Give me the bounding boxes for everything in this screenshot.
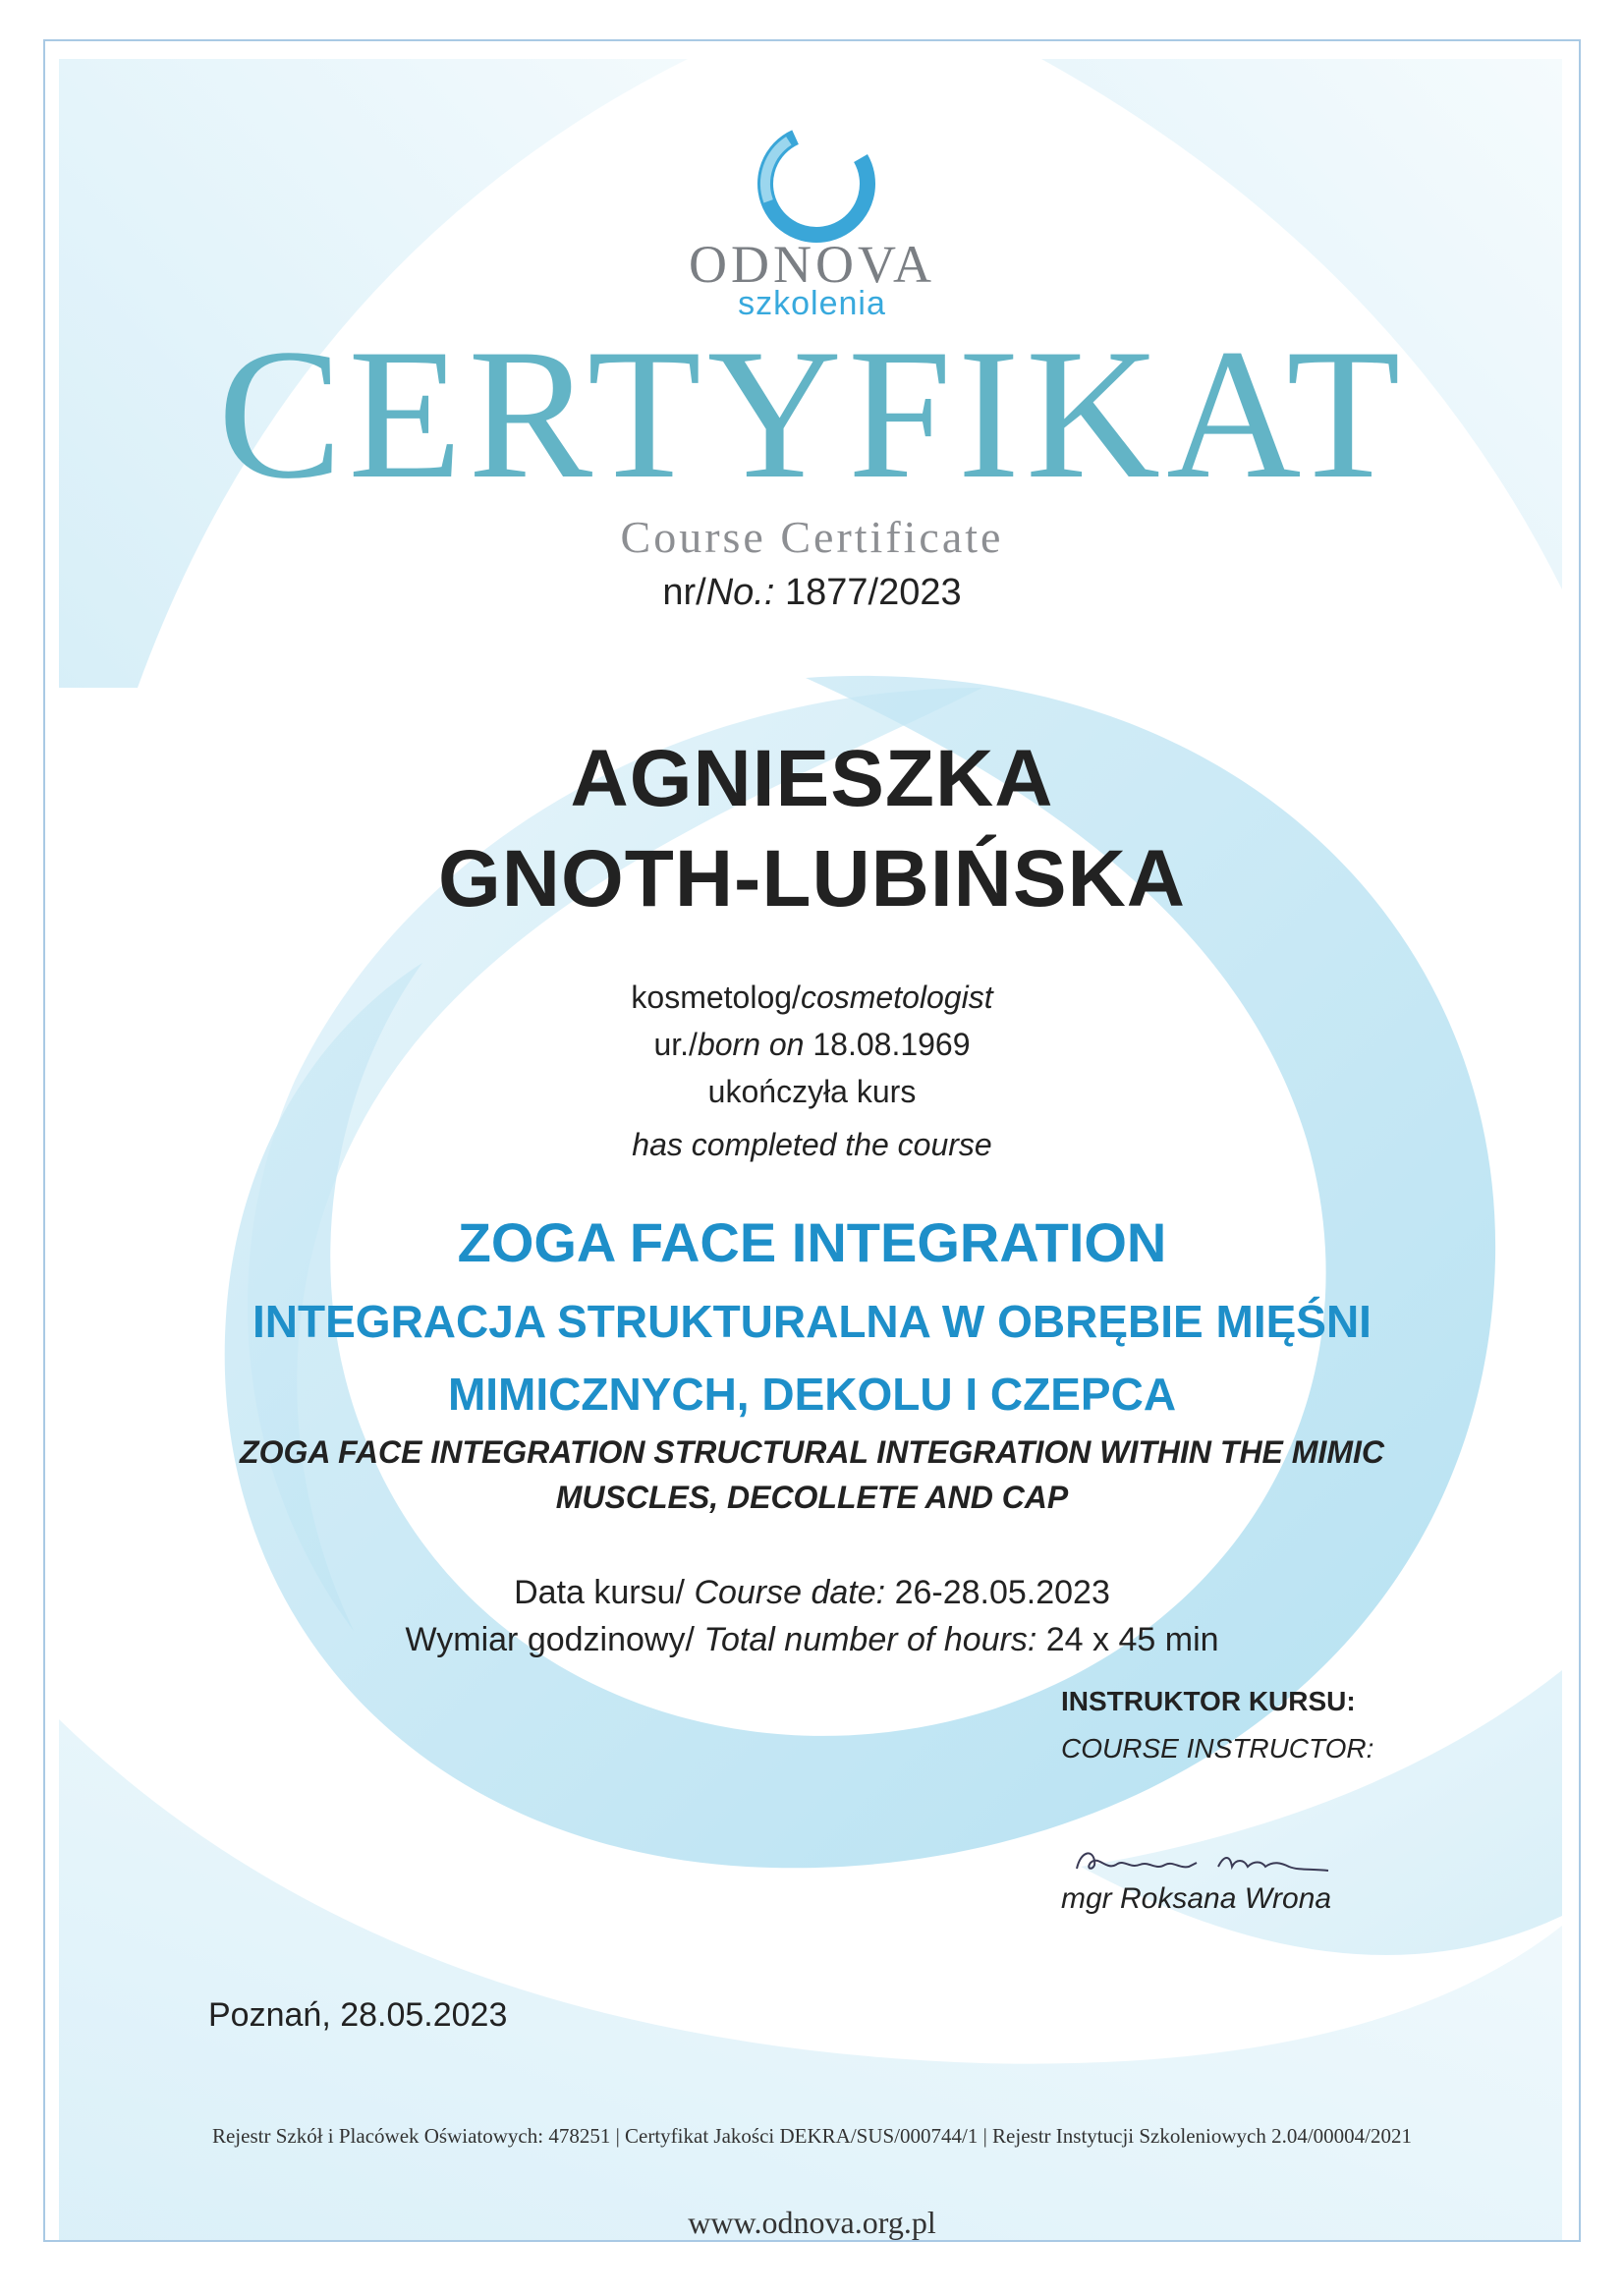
- website-link[interactable]: www.odnova.org.pl: [688, 2205, 936, 2240]
- born-label-en: born on: [697, 1027, 805, 1062]
- completed-en: has completed the course: [632, 1127, 992, 1162]
- registry-footer: Rejestr Szkół i Placówek Oświatowych: 478251 | Certyfikat Jakości DEKRA/SUS/000744/1 | Rejestr Instytucji Szkoleniowych 2.04/00004/2021: [211, 2124, 1413, 2148]
- course-title: ZOGA FACE INTEGRATION: [457, 1211, 1167, 1273]
- completed-pl: ukończyła kurs: [707, 1074, 917, 1109]
- course-date-value: 26-28.05.2023: [894, 1574, 1110, 1611]
- number-value: 1877/2023: [784, 572, 962, 613]
- course-subtitle-pl-line2: MIMICZNYCH, DEKOLU I CZEPCA: [447, 1369, 1177, 1420]
- born-date-value: 18.08.1969: [812, 1027, 971, 1062]
- brand-subtitle: szkolenia: [738, 285, 886, 322]
- certificate-title: CERTYFIKAT: [217, 311, 1407, 518]
- place-and-date: Poznań, 28.05.2023: [208, 1996, 508, 2034]
- instructor-label-pl: INSTRUKTOR KURSU:: [1061, 1686, 1356, 1716]
- born-label-pl: ur./: [653, 1027, 698, 1062]
- course-hours-label-en: Total number of hours:: [703, 1621, 1037, 1658]
- recipient-last-name: GNOTH-LUBIŃSKA: [437, 834, 1187, 924]
- instructor-signature: [1071, 1841, 1336, 1880]
- number-label-en: No.:: [705, 572, 775, 613]
- course-date: [0, 1574, 1624, 1612]
- certificate-subtitle: Course Certificate: [620, 512, 1004, 562]
- course-date-label-en: Course date:: [694, 1574, 886, 1611]
- course-subtitle-en-line1: ZOGA FACE INTEGRATION STRUCTURAL INTEGRATION WITHIN THE MIMIC: [240, 1434, 1384, 1470]
- course-hours-value: 24 x 45 min: [1045, 1621, 1219, 1658]
- profession: [0, 975, 1624, 1020]
- recipient-first-name: AGNIESZKA: [570, 734, 1054, 823]
- certificate-number: [0, 572, 1624, 614]
- course-date-label-pl: Data kursu/: [514, 1574, 685, 1611]
- birth-date: [0, 1022, 1624, 1067]
- instructor-name: mgr Roksana Wrona: [1061, 1882, 1332, 1915]
- course-hours: [0, 1621, 1624, 1659]
- brand-name: ODNOVA: [688, 235, 936, 294]
- number-label-pl: nr/: [662, 572, 706, 613]
- course-subtitle-en-line2: MUSCLES, DECOLLETE AND CAP: [555, 1480, 1069, 1515]
- profession-en: cosmetologist: [800, 980, 993, 1015]
- instructor-label-en: COURSE INSTRUCTOR:: [1061, 1733, 1374, 1764]
- course-hours-label-pl: Wymiar godzinowy/: [405, 1621, 695, 1658]
- course-subtitle-pl-line1: INTEGRACJA STRUKTURALNA W OBRĘBIE MIĘŚNI: [252, 1296, 1372, 1347]
- profession-pl: kosmetolog/: [631, 980, 801, 1015]
